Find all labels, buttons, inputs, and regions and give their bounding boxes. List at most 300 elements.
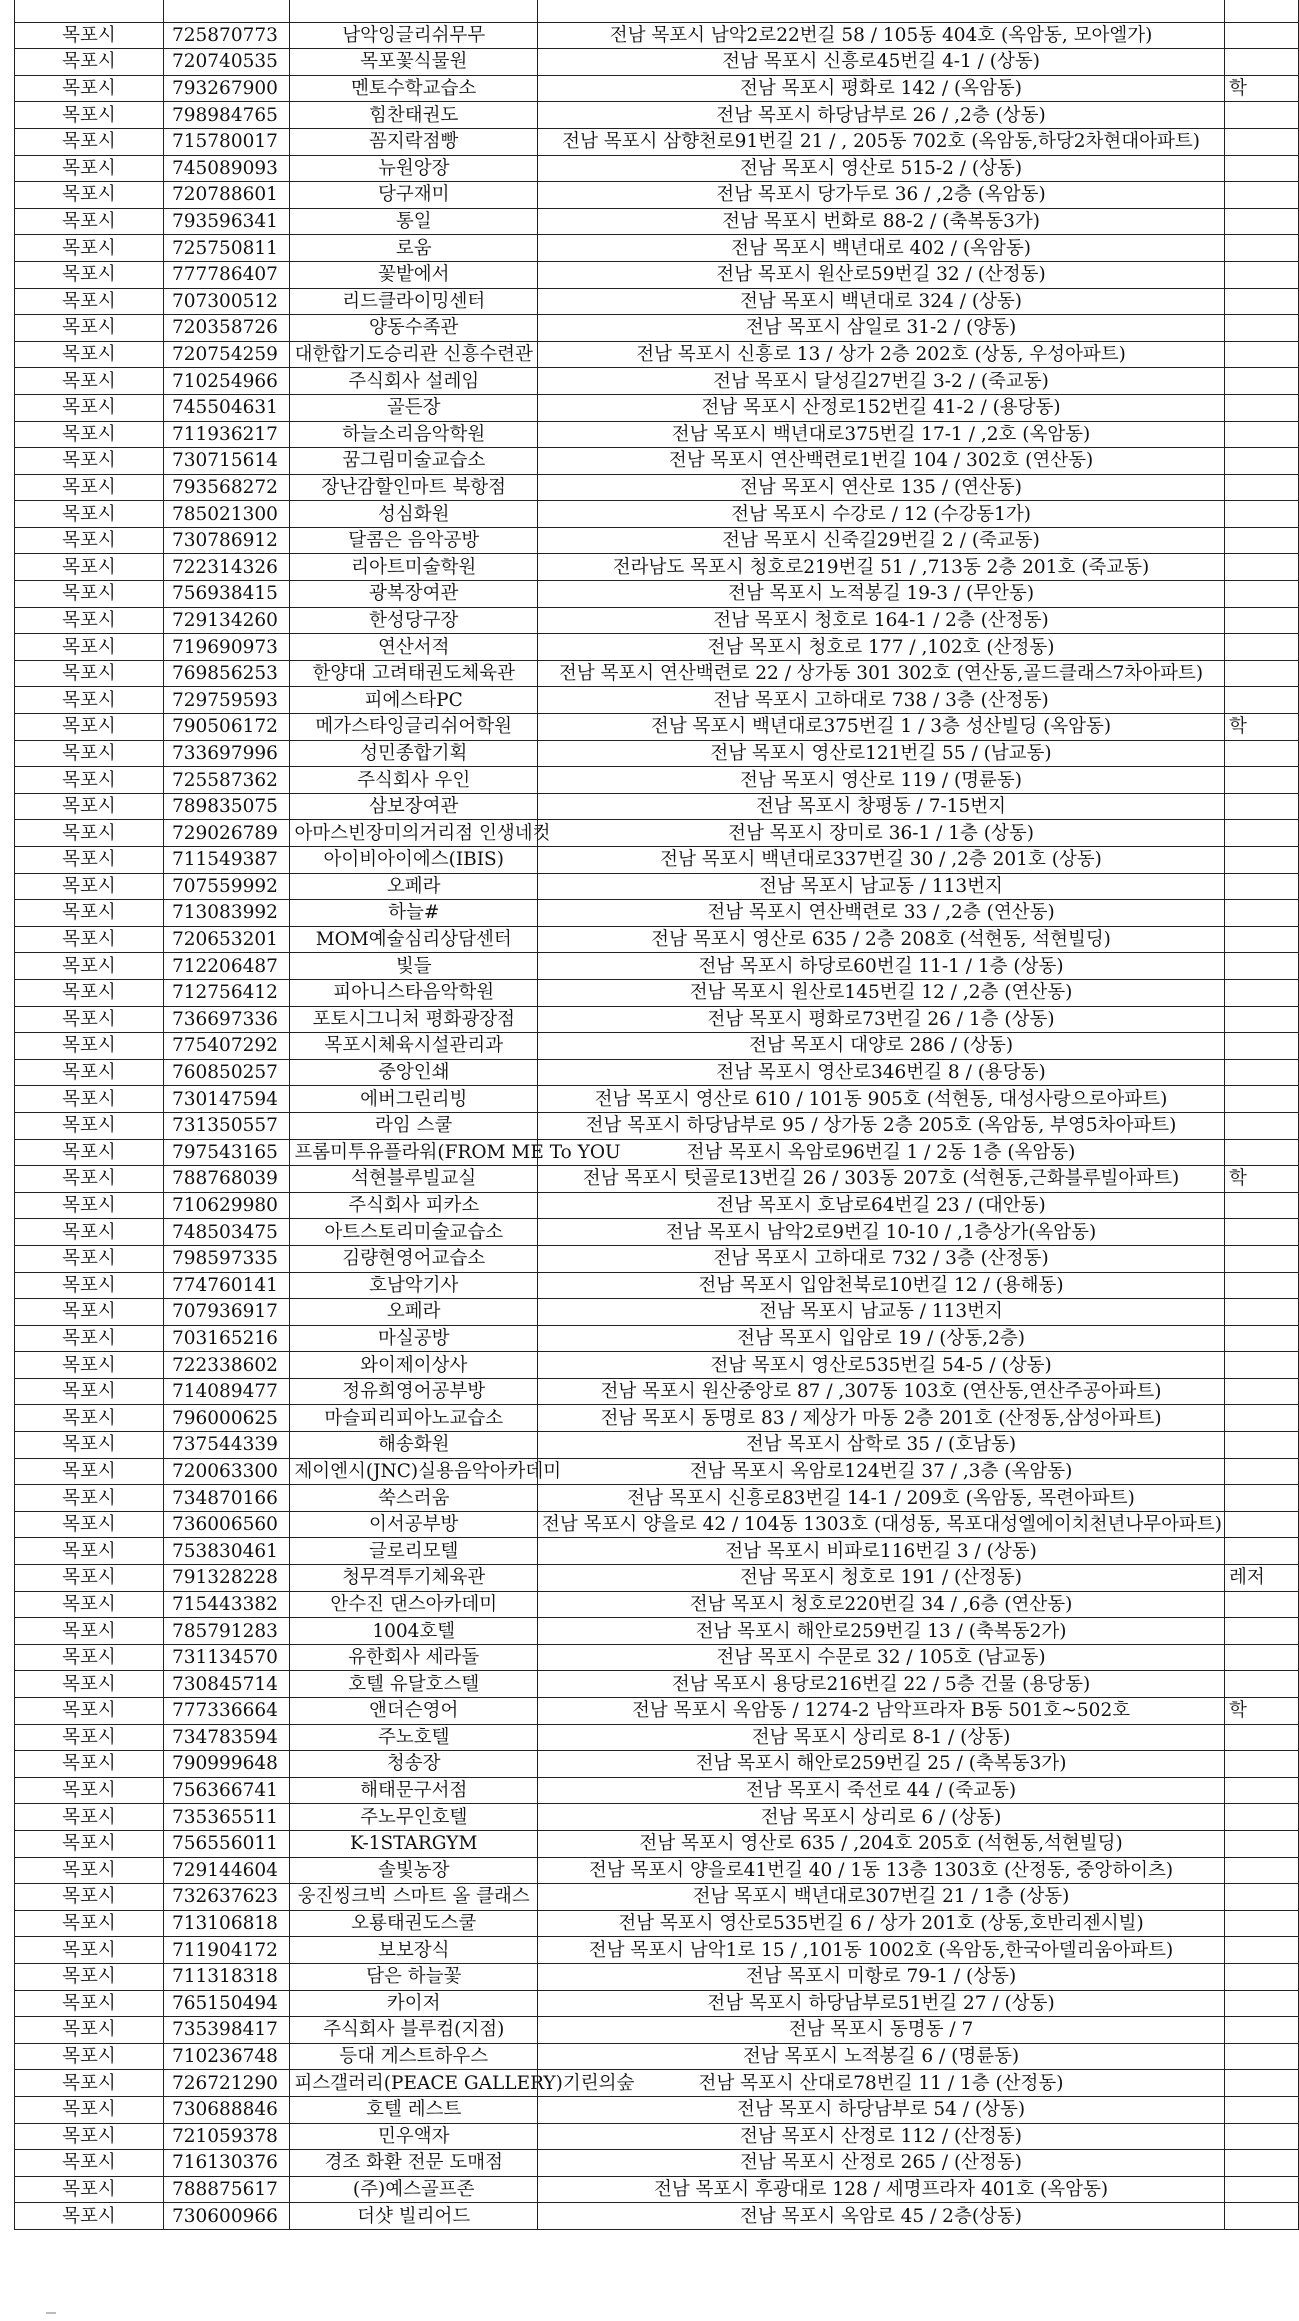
city-cell: 목포시: [15, 1910, 164, 1937]
address-cell: 전남 목포시 연산백련로1번길 104 / 302호 (연산동): [538, 448, 1225, 475]
category-cell: [1225, 1325, 1299, 1352]
city-cell: 목포시: [15, 1804, 164, 1831]
business-name-cell: 당구재미: [290, 182, 538, 209]
address-cell: 전남 목포시 영산로 610 / 101동 905호 (석현동, 대성사랑으로아파트): [538, 1086, 1225, 1113]
business-id-cell: 785021300: [163, 501, 289, 528]
table-row: [15, 1884, 1299, 1911]
category-cell: [1225, 1618, 1299, 1645]
city-cell: 목포시: [15, 102, 164, 129]
city-cell: 목포시: [15, 1990, 164, 2017]
category-cell: [1225, 1591, 1299, 1618]
address-cell: 전남 목포시 영산로 119 / (명륜동): [538, 767, 1225, 794]
business-name-cell: 아이비아이에스(IBIS): [290, 847, 538, 874]
business-name-cell: (주)예스골프존: [290, 2176, 538, 2203]
business-id-cell: 753830461: [163, 1538, 289, 1565]
business-name-cell: 골든장: [290, 394, 538, 421]
city-cell: 목포시: [15, 1698, 164, 1725]
address-cell: 전남 목포시 영산로 635 / 2층 208호 (석현동, 석현빌딩): [538, 926, 1225, 953]
business-name-cell: 목포시체육시설관리과: [290, 1033, 538, 1060]
address-cell: 전남 목포시 백년대로 402 / (옥암동): [538, 235, 1225, 262]
category-cell: [1225, 1219, 1299, 1246]
address-cell: 전남 목포시 달성길27번길 3-2 / (죽교동): [538, 368, 1225, 395]
business-name-cell: 와이제이상사: [290, 1352, 538, 1379]
category-cell: [1225, 660, 1299, 687]
address-cell: 전남 목포시 청호로 191 / (산정동): [538, 1565, 1225, 1592]
business-name-cell: 정유희영어공부방: [290, 1378, 538, 1405]
address-cell: 전남 목포시 영산로121번길 55 / (남교동): [538, 740, 1225, 767]
category-cell: [1225, 1910, 1299, 1937]
business-name-cell: 카이저: [290, 1990, 538, 2017]
address-cell: 전남 목포시 삼학로 35 / (호남동): [538, 1432, 1225, 1459]
table-row: [15, 581, 1299, 608]
address-cell: 전남 목포시 상리로 8-1 / (상동): [538, 1724, 1225, 1751]
category-cell: [1225, 1511, 1299, 1538]
city-cell: 목포시: [15, 1724, 164, 1751]
business-name-cell: [290, 0, 538, 22]
city-cell: 목포시: [15, 1618, 164, 1645]
category-cell: [1225, 527, 1299, 554]
city-cell: 목포시: [15, 1884, 164, 1911]
business-name-cell: 1004호텔: [290, 1618, 538, 1645]
business-name-cell: 성민종합기획: [290, 740, 538, 767]
business-name-cell: 호텔 유달호스텔: [290, 1671, 538, 1698]
business-id-cell: 793267900: [163, 75, 289, 102]
category-cell: [1225, 448, 1299, 475]
business-name-cell: 한양대 고려태권도체육관: [290, 660, 538, 687]
table-row: [15, 926, 1299, 953]
business-name-cell: 남악잉글리쉬무무: [290, 22, 538, 49]
business-name-cell: 웅진씽크빅 스마트 올 클래스: [290, 1884, 538, 1911]
business-id-cell: 719690973: [163, 634, 289, 661]
business-id-cell: 722338602: [163, 1352, 289, 1379]
business-id-cell: 760850257: [163, 1059, 289, 1086]
table-row: [15, 288, 1299, 315]
business-name-cell: 주노호텔: [290, 1724, 538, 1751]
table-row: [15, 1963, 1299, 1990]
city-cell: 목포시: [15, 979, 164, 1006]
business-name-cell: 꿈그림미술교습소: [290, 448, 538, 475]
business-id-cell: 726721290: [163, 2070, 289, 2097]
business-name-cell: 양동수족관: [290, 315, 538, 342]
table-row: [15, 341, 1299, 368]
business-name-cell: 주식회사 우인: [290, 767, 538, 794]
address-cell: 전남 목포시 백년대로375번길 17-1 / ,2호 (옥암동): [538, 421, 1225, 448]
business-id-cell: 730845714: [163, 1671, 289, 1698]
table-row: [15, 714, 1299, 741]
business-name-cell: 청송장: [290, 1751, 538, 1778]
city-cell: 목포시: [15, 953, 164, 980]
business-id-cell: 734783594: [163, 1724, 289, 1751]
category-cell: [1225, 341, 1299, 368]
category-cell: [1225, 1857, 1299, 1884]
business-id-cell: 720788601: [163, 182, 289, 209]
business-id-cell: 777786407: [163, 261, 289, 288]
address-cell: 전남 목포시 옥암로 45 / 2층(상동): [538, 2203, 1225, 2230]
business-id-cell: 720740535: [163, 49, 289, 76]
business-name-cell: 유한회사 세라돌: [290, 1644, 538, 1671]
address-cell: 전남 목포시 입암로 19 / (상동,2층): [538, 1325, 1225, 1352]
address-cell: 전남 목포시 노적봉길 6 / (명륜동): [538, 2043, 1225, 2070]
category-cell: [1225, 128, 1299, 155]
category-cell: [1225, 1192, 1299, 1219]
business-id-cell: 710629980: [163, 1192, 289, 1219]
business-name-cell: 장난감할인마트 북항점: [290, 474, 538, 501]
business-id-cell: 711904172: [163, 1937, 289, 1964]
table-row: [15, 49, 1299, 76]
business-id-cell: 715780017: [163, 128, 289, 155]
business-id-cell: 720754259: [163, 341, 289, 368]
business-id-cell: 785791283: [163, 1618, 289, 1645]
city-cell: 목포시: [15, 2176, 164, 2203]
business-name-cell: 오페라: [290, 1299, 538, 1326]
business-id-cell: 798597335: [163, 1245, 289, 1272]
business-name-cell: 더샷 빌리어드: [290, 2203, 538, 2230]
category-cell: [1225, 2176, 1299, 2203]
business-name-cell: 뉴원앙장: [290, 155, 538, 182]
business-id-cell: 798984765: [163, 102, 289, 129]
table-row: [15, 634, 1299, 661]
business-id-cell: 788768039: [163, 1166, 289, 1193]
business-id-cell: 730147594: [163, 1086, 289, 1113]
table-row: [15, 102, 1299, 129]
city-cell: 목포시: [15, 1751, 164, 1778]
table-row: [15, 368, 1299, 395]
category-cell: [1225, 1937, 1299, 1964]
table-row: [15, 660, 1299, 687]
category-cell: [1225, 2096, 1299, 2123]
business-id-cell: 756938415: [163, 581, 289, 608]
city-cell: 목포시: [15, 873, 164, 900]
city-cell: 목포시: [15, 1432, 164, 1459]
category-cell: [1225, 2150, 1299, 2177]
address-cell: 전남 목포시 백년대로337번길 30 / ,2층 201호 (상동): [538, 847, 1225, 874]
table-row: [15, 820, 1299, 847]
city-cell: 목포시: [15, 288, 164, 315]
address-cell: 전남 목포시 청호로 164-1 / 2층 (산정동): [538, 607, 1225, 634]
city-cell: 목포시: [15, 315, 164, 342]
city-cell: 목포시: [15, 22, 164, 49]
business-id-cell: 707936917: [163, 1299, 289, 1326]
business-name-cell: 해송화원: [290, 1432, 538, 1459]
category-cell: [1225, 926, 1299, 953]
business-name-cell: 보보장식: [290, 1937, 538, 1964]
address-cell: 전남 목포시 호남로64번길 23 / (대안동): [538, 1192, 1225, 1219]
business-id-cell: 720063300: [163, 1458, 289, 1485]
business-id-cell: 788875617: [163, 2176, 289, 2203]
business-name-cell: 석현블루빌교실: [290, 1166, 538, 1193]
business-id-cell: 713083992: [163, 900, 289, 927]
business-id-cell: 725870773: [163, 22, 289, 49]
city-cell: 목포시: [15, 581, 164, 608]
business-id-cell: 793596341: [163, 208, 289, 235]
address-cell: 전남 목포시 해안로259번길 13 / (축복동2가): [538, 1618, 1225, 1645]
address-cell: 전남 목포시 산대로78번길 11 / 1층 (산정동): [538, 2070, 1225, 2097]
city-cell: 목포시: [15, 1139, 164, 1166]
business-name-cell: 솔빛농장: [290, 1857, 538, 1884]
city-cell: 목포시: [15, 448, 164, 475]
business-name-cell: 마실공방: [290, 1325, 538, 1352]
business-id-cell: 716130376: [163, 2150, 289, 2177]
table-row: [15, 1432, 1299, 1459]
business-name-cell: 리드클라이밍센터: [290, 288, 538, 315]
business-name-cell: 피에스타PC: [290, 687, 538, 714]
business-id-cell: 730786912: [163, 527, 289, 554]
business-id-cell: 720358726: [163, 315, 289, 342]
table-row: [15, 1325, 1299, 1352]
city-cell: 목포시: [15, 900, 164, 927]
address-cell: 전남 목포시 상리로 6 / (상동): [538, 1804, 1225, 1831]
category-cell: [1225, 634, 1299, 661]
table-row: [15, 1644, 1299, 1671]
business-name-cell: 주노무인호텔: [290, 1804, 538, 1831]
category-cell: [1225, 979, 1299, 1006]
table-row: [15, 1086, 1299, 1113]
category-cell: [1225, 421, 1299, 448]
address-cell: 전남 목포시 원산로59번길 32 / (산정동): [538, 261, 1225, 288]
category-cell: 학: [1225, 1698, 1299, 1725]
business-id-cell: 789835075: [163, 793, 289, 820]
business-id-cell: 748503475: [163, 1219, 289, 1246]
business-name-cell: 담은 하늘꽃: [290, 1963, 538, 1990]
category-cell: [1225, 155, 1299, 182]
business-name-cell: 목포꽃식물원: [290, 49, 538, 76]
category-cell: [1225, 22, 1299, 49]
business-id-cell: 720653201: [163, 926, 289, 953]
address-cell: 전남 목포시 대양로 286 / (상동): [538, 1033, 1225, 1060]
address-cell: 전남 목포시 남악2로9번길 10-10 / ,1층상가(옥암동): [538, 1219, 1225, 1246]
city-cell: 목포시: [15, 75, 164, 102]
table-row: [15, 1804, 1299, 1831]
address-cell: [538, 0, 1225, 22]
category-cell: 학: [1225, 75, 1299, 102]
address-cell: 전남 목포시 해안로259번길 25 / (축복동3가): [538, 1751, 1225, 1778]
address-cell: 전남 목포시 산정로152번길 41-2 / (용당동): [538, 394, 1225, 421]
table-row: [15, 1139, 1299, 1166]
address-cell: 전남 목포시 하당남부로51번길 27 / (상동): [538, 1990, 1225, 2017]
address-cell: 전남 목포시 미항로 79-1 / (상동): [538, 1963, 1225, 1990]
business-id-cell: 737544339: [163, 1432, 289, 1459]
city-cell: 목포시: [15, 1591, 164, 1618]
table-row: [15, 182, 1299, 209]
category-cell: [1225, 288, 1299, 315]
category-cell: [1225, 2043, 1299, 2070]
business-name-cell: 빛들: [290, 953, 538, 980]
table-row: [15, 2017, 1299, 2044]
category-cell: [1225, 2017, 1299, 2044]
business-id-cell: 711936217: [163, 421, 289, 448]
table-row: [15, 1698, 1299, 1725]
table-row: [15, 1618, 1299, 1645]
table-row: [15, 1511, 1299, 1538]
city-cell: 목포시: [15, 554, 164, 581]
category-cell: 학: [1225, 714, 1299, 741]
business-id-cell: 703165216: [163, 1325, 289, 1352]
business-name-cell: 경조 화환 전문 도매점: [290, 2150, 538, 2177]
city-cell: 목포시: [15, 687, 164, 714]
business-name-cell: 프롬미투유플라워(FROM ME To YOU: [290, 1139, 538, 1166]
business-name-cell: 광복장여관: [290, 581, 538, 608]
category-cell: [1225, 1884, 1299, 1911]
city-cell: 목포시: [15, 1112, 164, 1139]
business-name-cell: 이서공부방: [290, 1511, 538, 1538]
category-cell: [1225, 1538, 1299, 1565]
business-id-cell: 765150494: [163, 1990, 289, 2017]
category-cell: [1225, 0, 1299, 22]
table-row: [15, 847, 1299, 874]
city-cell: 목포시: [15, 155, 164, 182]
business-id-cell: 710236748: [163, 2043, 289, 2070]
business-id-cell: 730715614: [163, 448, 289, 475]
city-cell: 목포시: [15, 1219, 164, 1246]
page-edge-mark: [46, 2312, 56, 2320]
address-cell: 전남 목포시 입암천북로10번길 12 / (용해동): [538, 1272, 1225, 1299]
table-row: [15, 1724, 1299, 1751]
business-name-cell: 제이엔시(JNC)실용음악아카데미: [290, 1458, 538, 1485]
business-id-cell: 714089477: [163, 1378, 289, 1405]
city-cell: 목포시: [15, 740, 164, 767]
city-cell: 목포시: [15, 1937, 164, 1964]
city-cell: 목포시: [15, 2043, 164, 2070]
business-id-cell: 774760141: [163, 1272, 289, 1299]
business-name-cell: 피아니스타음악학원: [290, 979, 538, 1006]
address-cell: 전남 목포시 청호로220번길 34 / ,6층 (연산동): [538, 1591, 1225, 1618]
table-row: [15, 155, 1299, 182]
business-name-cell: 쑥스러움: [290, 1485, 538, 1512]
address-cell: 전남 목포시 수강로 / 12 (수강동1가): [538, 501, 1225, 528]
category-cell: [1225, 767, 1299, 794]
address-cell: 전남 목포시 신죽길29번길 2 / (죽교동): [538, 527, 1225, 554]
business-id-cell: 725587362: [163, 767, 289, 794]
table-row: [15, 554, 1299, 581]
table-row: [15, 979, 1299, 1006]
table-row: [15, 1245, 1299, 1272]
business-name-cell: 아마스빈장미의거리점 인생네컷: [290, 820, 538, 847]
category-cell: [1225, 793, 1299, 820]
address-cell: 전남 목포시 비파로116번길 3 / (상동): [538, 1538, 1225, 1565]
category-cell: [1225, 1751, 1299, 1778]
address-cell: 전남 목포시 용당로216번길 22 / 5층 건물 (용당동): [538, 1671, 1225, 1698]
business-id-cell: [163, 0, 289, 22]
category-cell: [1225, 1139, 1299, 1166]
business-id-cell: 733697996: [163, 740, 289, 767]
city-cell: 목포시: [15, 1192, 164, 1219]
table-row: [15, 1299, 1299, 1326]
address-cell: 전남 목포시 남교동 / 113번지: [538, 873, 1225, 900]
category-cell: [1225, 2070, 1299, 2097]
business-name-cell: 메가스타잉글리쉬어학원: [290, 714, 538, 741]
table-row: [15, 1378, 1299, 1405]
city-cell: 목포시: [15, 847, 164, 874]
address-cell: 전남 목포시 동명로 83 / 제상가 마동 2층 201호 (산정동,삼성아파트): [538, 1405, 1225, 1432]
table-row: [15, 1166, 1299, 1193]
table-row: [15, 235, 1299, 262]
address-cell: 전남 목포시 하당남부로 54 / (상동): [538, 2096, 1225, 2123]
table-row: [15, 128, 1299, 155]
address-cell: 전남 목포시 영산로 515-2 / (상동): [538, 155, 1225, 182]
business-name-cell: 마슬피리피아노교습소: [290, 1405, 538, 1432]
category-cell: [1225, 1830, 1299, 1857]
category-cell: [1225, 2203, 1299, 2230]
business-name-cell: 김량현영어교습소: [290, 1245, 538, 1272]
category-cell: [1225, 1112, 1299, 1139]
city-cell: 목포시: [15, 1830, 164, 1857]
category-cell: [1225, 900, 1299, 927]
category-cell: [1225, 687, 1299, 714]
category-cell: [1225, 873, 1299, 900]
address-cell: 전남 목포시 후광대로 128 / 세명프라자 401호 (옥암동): [538, 2176, 1225, 2203]
table-row: [15, 394, 1299, 421]
category-cell: [1225, 394, 1299, 421]
city-cell: 목포시: [15, 1857, 164, 1884]
business-name-cell: MOM예술심리상담센터: [290, 926, 538, 953]
business-id-cell: 745504631: [163, 394, 289, 421]
category-cell: [1225, 102, 1299, 129]
city-cell: 목포시: [15, 2070, 164, 2097]
city-cell: 목포시: [15, 793, 164, 820]
city-cell: 목포시: [15, 182, 164, 209]
business-id-cell: 707559992: [163, 873, 289, 900]
city-cell: 목포시: [15, 1352, 164, 1379]
business-id-cell: 735365511: [163, 1804, 289, 1831]
business-name-cell: 주식회사 설레임: [290, 368, 538, 395]
business-name-cell: 성심화원: [290, 501, 538, 528]
business-id-cell: 729144604: [163, 1857, 289, 1884]
category-cell: [1225, 554, 1299, 581]
business-name-cell: 하늘#: [290, 900, 538, 927]
city-cell: 목포시: [15, 1565, 164, 1592]
city-cell: 목포시: [15, 2096, 164, 2123]
category-cell: [1225, 261, 1299, 288]
table-row: [15, 900, 1299, 927]
category-cell: [1225, 1405, 1299, 1432]
business-name-cell: 삼보장여관: [290, 793, 538, 820]
city-cell: 목포시: [15, 421, 164, 448]
table-row: [15, 315, 1299, 342]
business-name-cell: 주식회사 피카소: [290, 1192, 538, 1219]
business-id-cell: 715443382: [163, 1591, 289, 1618]
city-cell: 목포시: [15, 527, 164, 554]
category-cell: [1225, 1006, 1299, 1033]
city-cell: 목포시: [15, 341, 164, 368]
business-name-cell: 라임 스쿨: [290, 1112, 538, 1139]
address-cell: 전남 목포시 영산로 635 / ,204호 205호 (석현동,석현빌딩): [538, 1830, 1225, 1857]
category-cell: [1225, 1299, 1299, 1326]
city-cell: 목포시: [15, 1485, 164, 1512]
business-id-cell: 731350557: [163, 1112, 289, 1139]
table-row: [15, 527, 1299, 554]
address-cell: 전남 목포시 하당로60번길 11-1 / 1층 (상동): [538, 953, 1225, 980]
table-row: [15, 1272, 1299, 1299]
business-id-cell: 730600966: [163, 2203, 289, 2230]
category-cell: [1225, 1033, 1299, 1060]
business-id-cell: 722314326: [163, 554, 289, 581]
table-row: [15, 0, 1299, 22]
table-row: [15, 75, 1299, 102]
address-cell: 전남 목포시 남악1로 15 / ,101동 1002호 (옥암동,한국아델리움아파트): [538, 1937, 1225, 1964]
city-cell: 목포시: [15, 1166, 164, 1193]
business-name-cell: 달콤은 음악공방: [290, 527, 538, 554]
business-name-cell: 꽃밭에서: [290, 261, 538, 288]
table-row: [15, 2150, 1299, 2177]
business-name-cell: 한성당구장: [290, 607, 538, 634]
city-cell: [15, 0, 164, 22]
business-name-cell: 글로리모텔: [290, 1538, 538, 1565]
business-id-cell: 745089093: [163, 155, 289, 182]
business-id-cell: 729026789: [163, 820, 289, 847]
business-name-cell: 앤더슨영어: [290, 1698, 538, 1725]
table-row: [15, 2070, 1299, 2097]
address-cell: 전남 목포시 연산로 135 / (연산동): [538, 474, 1225, 501]
